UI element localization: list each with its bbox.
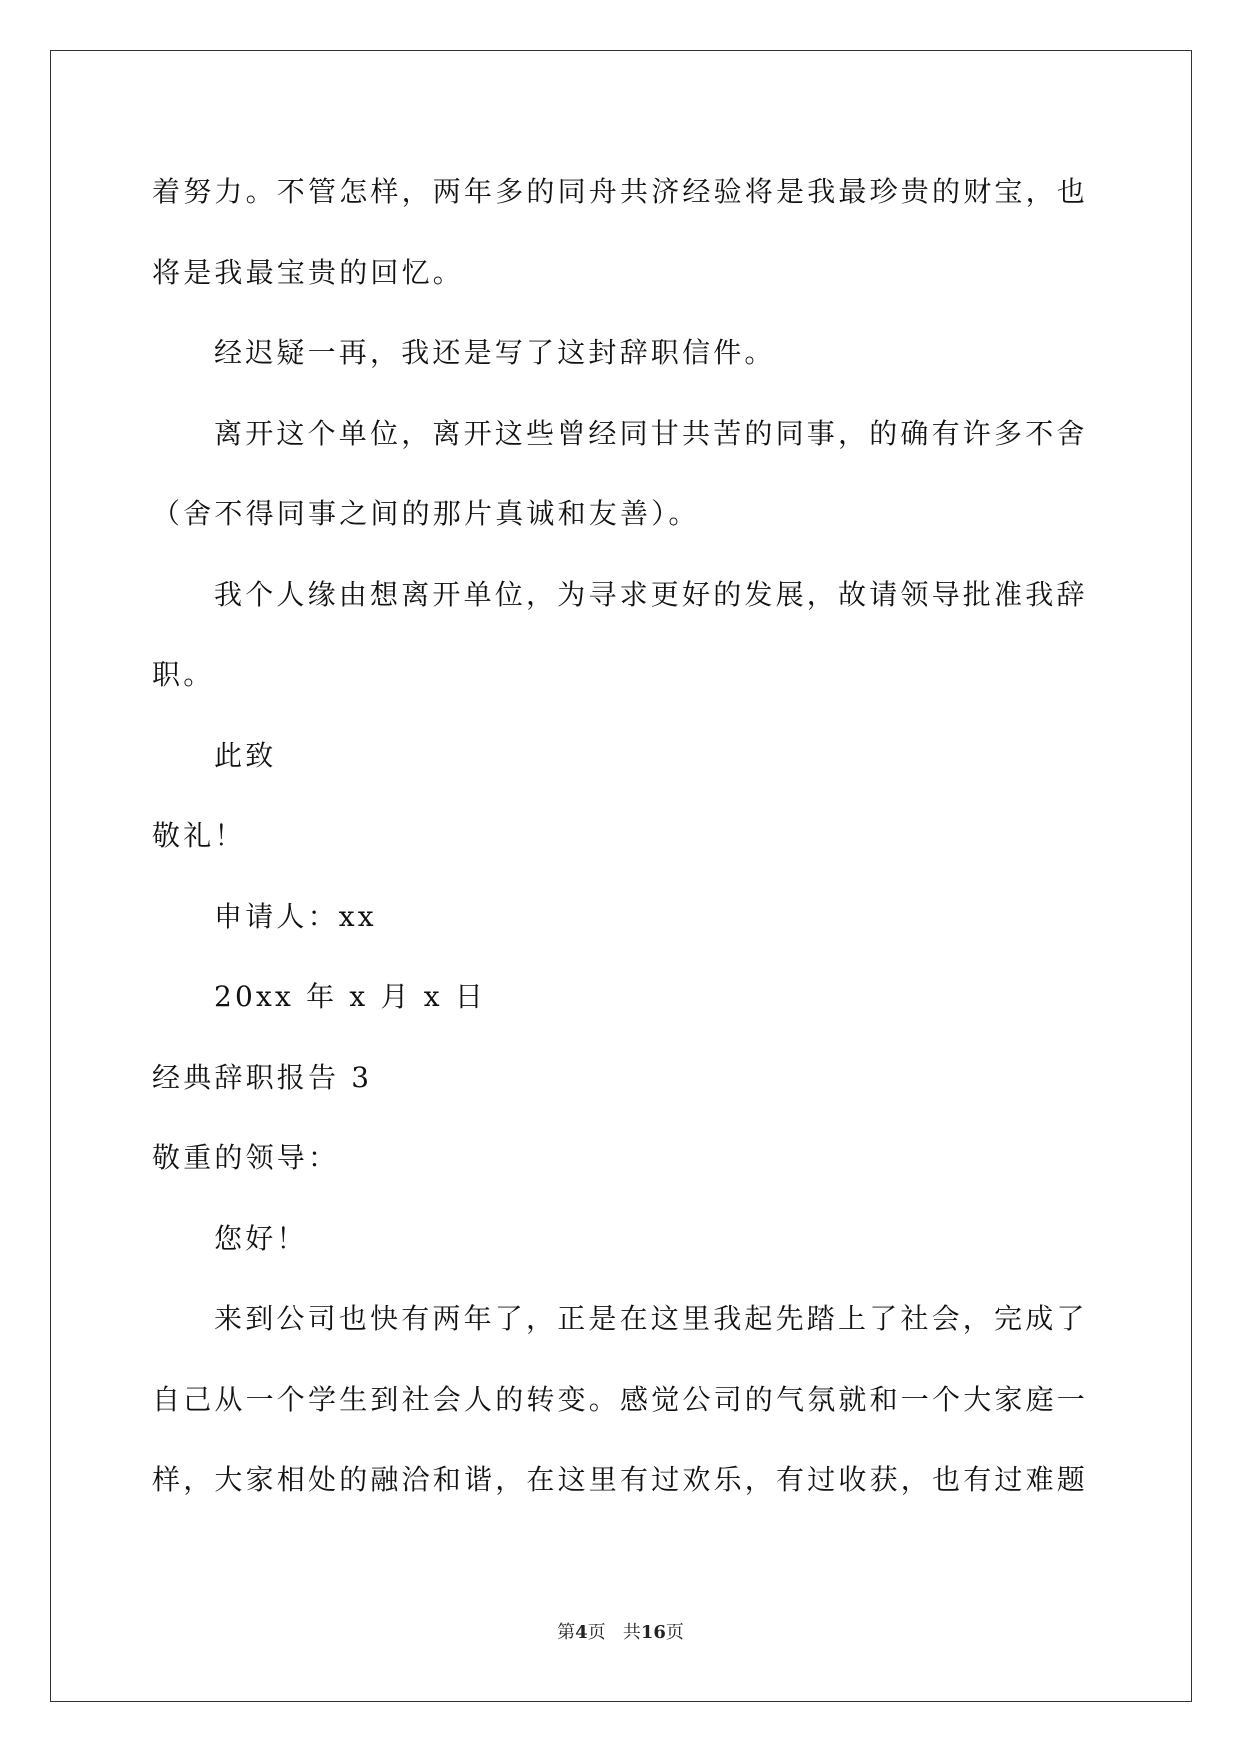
footer-total-prefix: 共 bbox=[622, 1622, 641, 1643]
footer-total-unit: 页 bbox=[665, 1622, 684, 1643]
text-line-15: 来到公司也快有两年了，正是在这里我起先踏上了社会，完成了 bbox=[214, 1302, 1088, 1335]
document-body bbox=[152, 152, 1092, 1521]
footer-page-number: 4 bbox=[575, 1622, 588, 1643]
text-line-8: 此致 bbox=[214, 738, 277, 772]
text-line-5: （舍不得同事之间的那片真诚和友善）。 bbox=[152, 497, 700, 530]
text-line-6: 我个人缘由想离开单位，为寻求更好的发展，故请领导批准我辞 bbox=[214, 577, 1088, 611]
page-footer bbox=[0, 1618, 1241, 1644]
text-line-3: 经迟疑一再，我还是写了这封辞职信件。 bbox=[214, 336, 776, 369]
salutation: 敬重的领导： bbox=[152, 1141, 340, 1174]
text-line-11: 20xx 年 x 月 x 日 bbox=[214, 980, 487, 1013]
greeting: 您好！ bbox=[214, 1221, 308, 1255]
footer-page-unit: 页 bbox=[587, 1622, 606, 1643]
text-line-4: 离开这个单位，离开这些曾经同甘共苦的同事，的确有许多不舍 bbox=[214, 416, 1088, 450]
text-line-1: 着努力。不管怎样，两年多的同舟共济经验将是我最珍贵的财宝，也 bbox=[152, 175, 1089, 208]
text-line-9: 敬礼！ bbox=[152, 819, 246, 852]
footer-prefix: 第 bbox=[557, 1622, 576, 1643]
text-line-7: 职。 bbox=[152, 658, 215, 691]
text-line-16: 自己从一个学生到社会人的转变。感觉公司的气氛就和一个大家庭一 bbox=[152, 1382, 1089, 1416]
section-heading: 经典辞职报告 3 bbox=[152, 1060, 373, 1094]
text-line-10: 申请人：xx bbox=[214, 899, 377, 933]
footer-total-pages: 16 bbox=[640, 1622, 666, 1643]
text-line-17: 样，大家相处的融洽和谐，在这里有过欢乐，有过收获，也有过难题 bbox=[152, 1463, 1089, 1496]
text-line-2: 将是我最宝贵的回忆。 bbox=[152, 255, 465, 289]
